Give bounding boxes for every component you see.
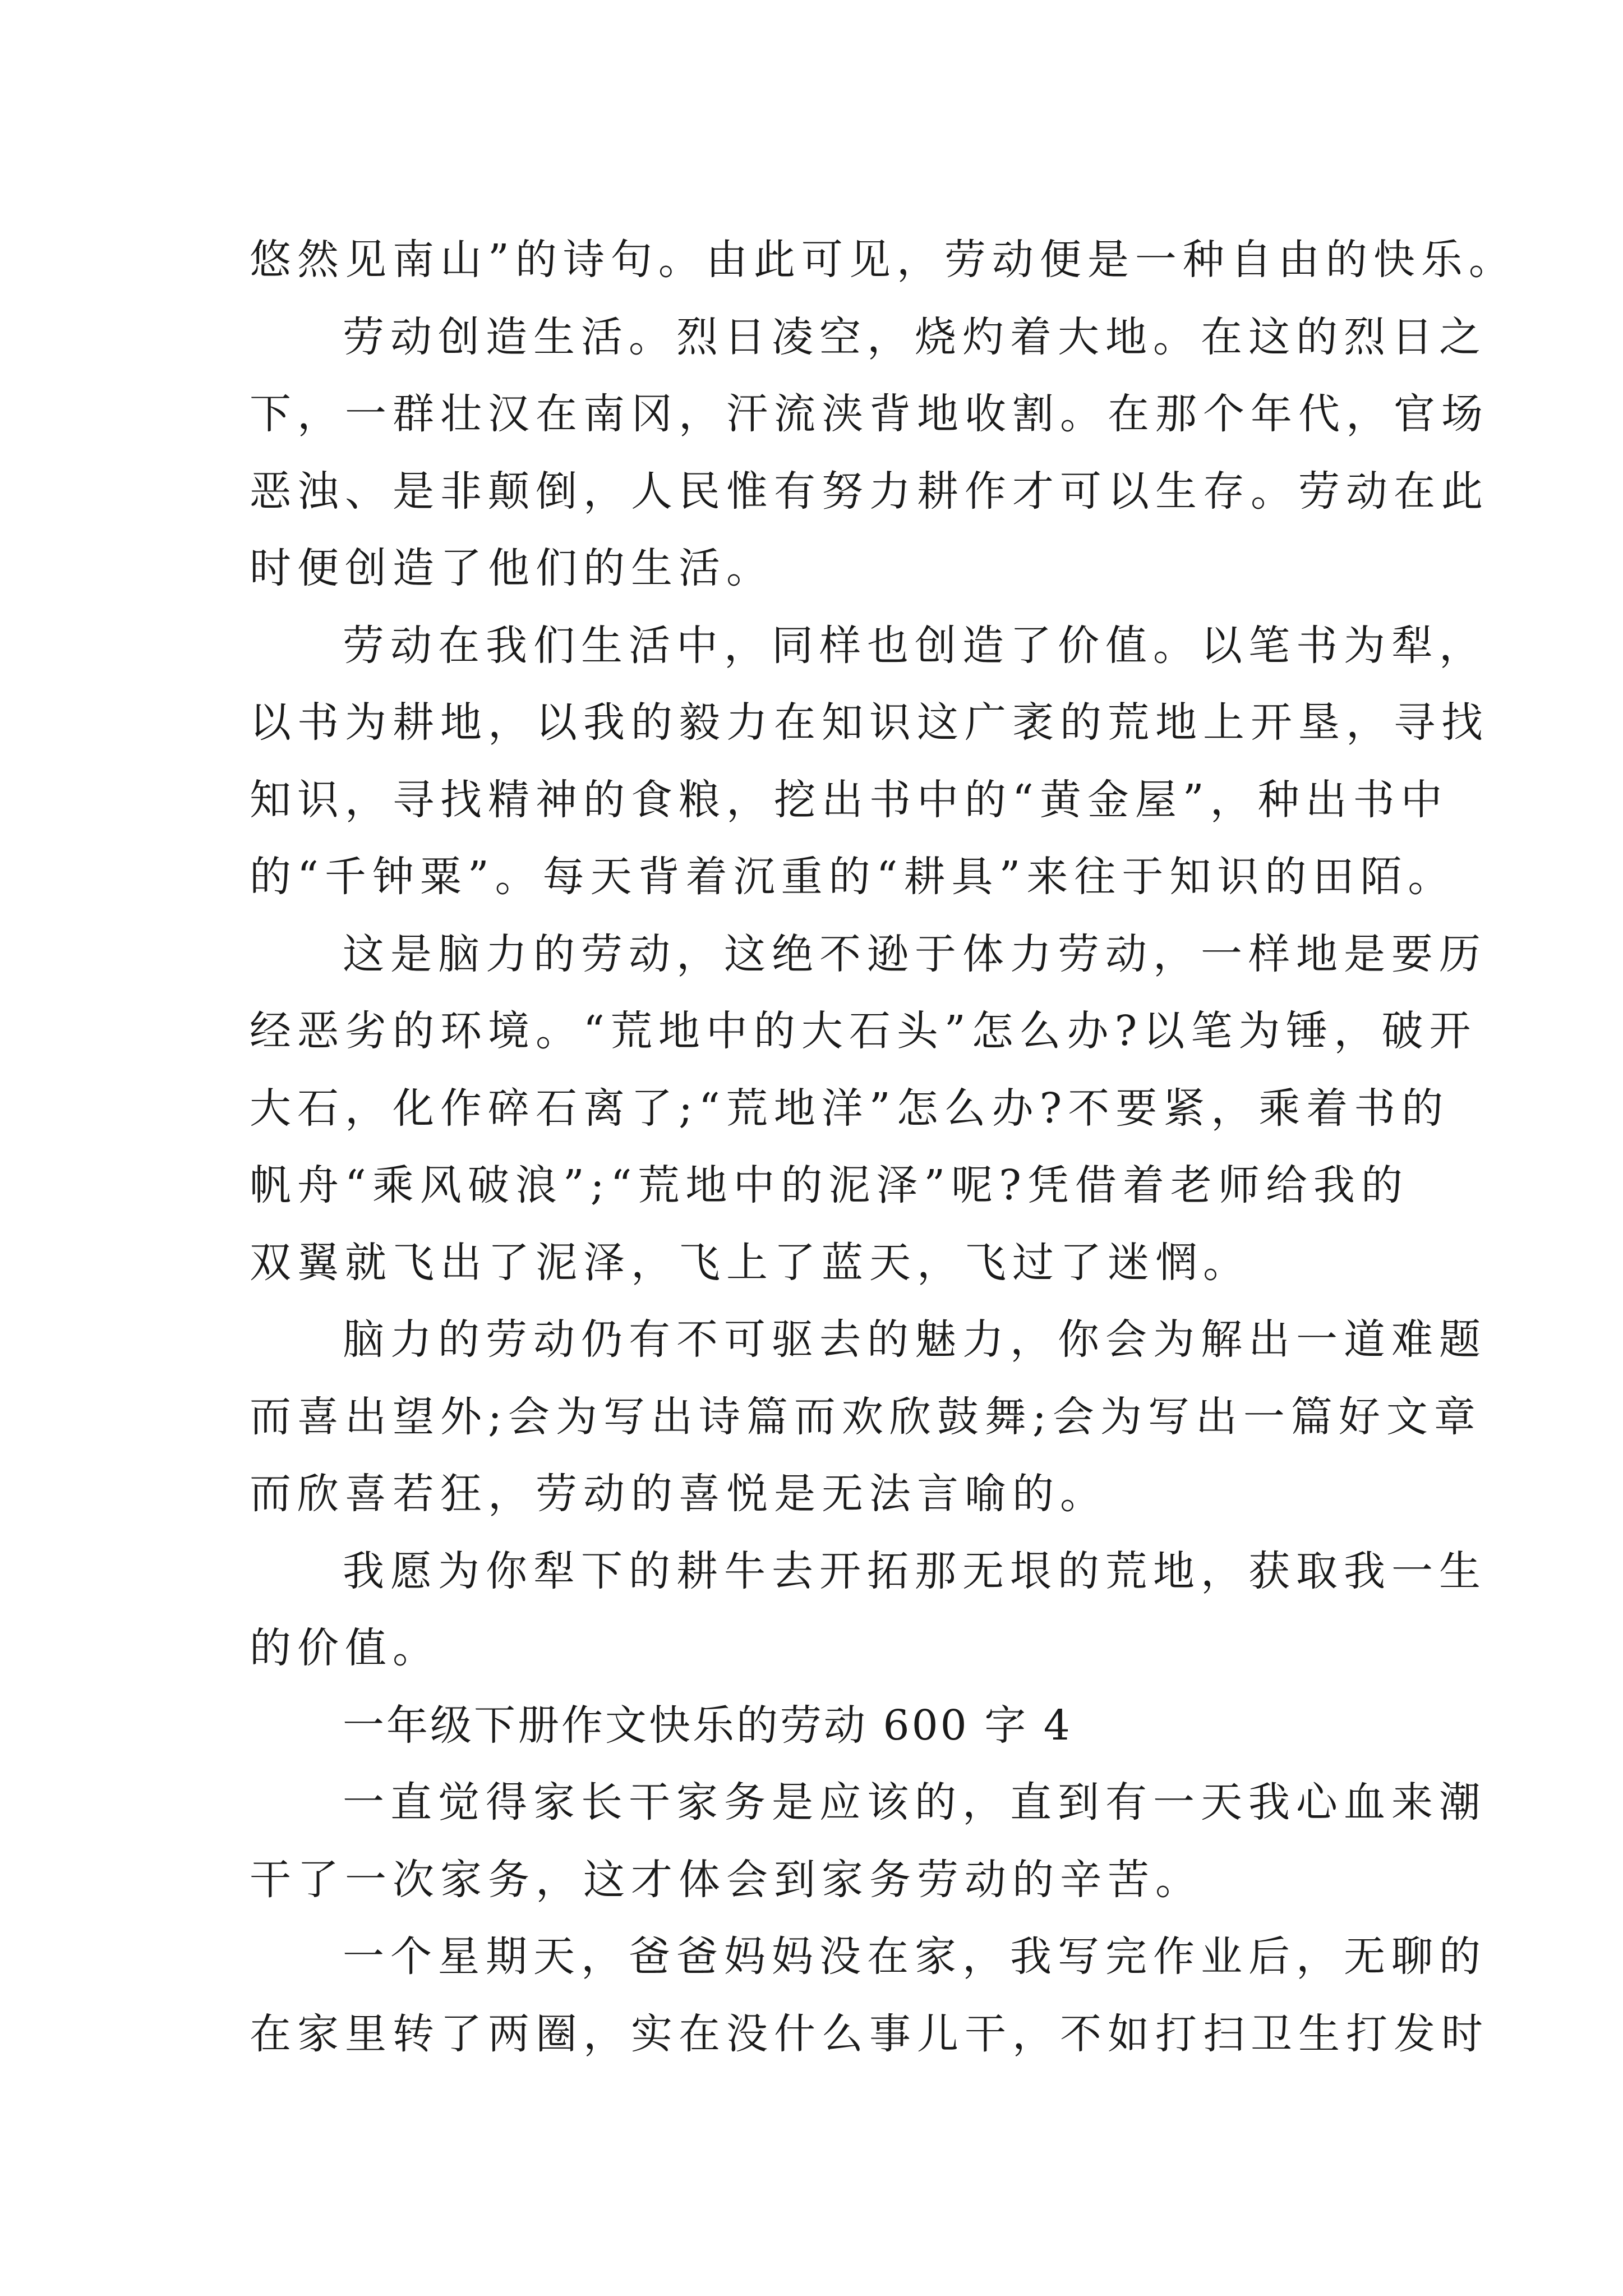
text-line: 大石，化作碎石离了;“荒地洋”怎么办?不要紧，乘着书的	[250, 1084, 1450, 1133]
text-line: 而喜出望外;会为写出诗篇而欢欣鼓舞;会为写出一篇好文章	[250, 1392, 1482, 1441]
text-line: 下，一群壮汉在南冈，汗流浃背地收割。在那个年代，官场	[250, 390, 1489, 438]
text-line: 帆舟“乘风破浪”;“荒地中的泥泽”呢?凭借着老师给我的	[250, 1161, 1409, 1209]
text-line: 恶浊、是非颠倒，人民惟有努力耕作才可以生存。劳动在此	[250, 467, 1489, 516]
paragraph-start-line: 一个星期天，爸爸妈妈没在家，我写完作业后，无聊的	[343, 1932, 1487, 1981]
paragraph-start-line: 我愿为你犁下的耕牛去开拓那无垠的荒地，获取我一生	[343, 1547, 1487, 1595]
paragraph-start-line: 脑力的劳动仍有不可驱去的魅力，你会为解出一道难题	[343, 1315, 1487, 1364]
text-line: 在家里转了两圈，实在没什么事儿干，不如打扫卫生打发时	[250, 2009, 1489, 2058]
text-line: 经恶劣的环境。“荒地中的大石头”怎么办?以笔为锤，破开	[250, 1007, 1477, 1055]
paragraph-start-line: 这是脑力的劳动，这绝不逊于体力劳动，一样地是要历	[343, 930, 1487, 978]
text-line: 时便创造了他们的生活。	[250, 544, 774, 592]
text-line: 的价值。	[250, 1624, 440, 1672]
text-line: 悠然见南山”的诗句。由此可见，劳动便是一种自由的快乐。	[250, 236, 1516, 284]
text-line: 而欣喜若狂，劳动的喜悦是无法言喻的。	[250, 1470, 1108, 1518]
body-text	[250, 222, 1516, 2073]
text-line: 以书为耕地，以我的毅力在知识这广袤的荒地上开垦，寻找	[250, 698, 1489, 747]
paragraph-start-line: 劳动在我们生活中，同样也创造了价值。以笔书为犁，	[343, 621, 1487, 670]
text-line: 双翼就飞出了泥泽，飞上了蓝天，飞过了迷惘。	[250, 1238, 1251, 1287]
text-line: 知识，寻找精神的食粮，挖出书中的“黄金屋”，种出书中	[250, 775, 1449, 824]
text-line: 干了一次家务，这才体会到家务劳动的辛苦。	[250, 1855, 1203, 1904]
section-heading: 一年级下册作文快乐的劳动 600 字 4	[343, 1701, 1072, 1750]
text-line: 的“千钟粟”。每天背着沉重的“耕具”来往于知识的田陌。	[250, 853, 1456, 901]
paragraph-start-line: 劳动创造生活。烈日凌空，烧灼着大地。在这的烈日之	[343, 312, 1487, 361]
paragraph-start-line: 一直觉得家长干家务是应该的，直到有一天我心血来潮	[343, 1778, 1487, 1826]
